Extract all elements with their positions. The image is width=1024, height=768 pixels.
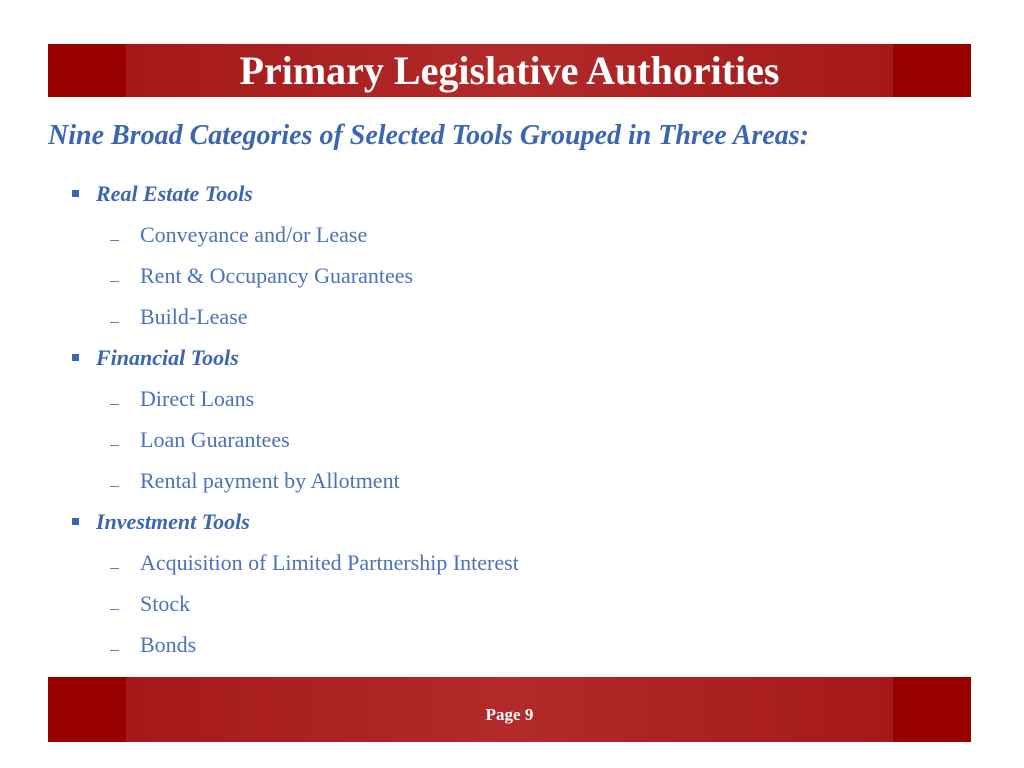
dash-bullet-icon [110,404,119,405]
list-item-label: Bonds [140,632,197,657]
list-item-label: Stock [140,591,191,616]
title-banner [48,44,971,97]
dash-bullet-icon [110,568,119,569]
category-label: Financial Tools [96,345,239,370]
square-bullet-icon [72,354,79,361]
category-label: Real Estate Tools [96,181,253,206]
page-number: Page 9 [485,705,534,724]
footer-banner [48,677,971,742]
dash-bullet-icon [110,609,119,610]
list-item-label: Direct Loans [140,386,255,411]
list-item-label: Loan Guarantees [140,427,290,452]
dash-bullet-icon [110,322,119,323]
list-item-label: Rental payment by Allotment [140,468,400,493]
category-label: Investment Tools [96,509,250,534]
dash-bullet-icon [110,445,119,446]
list-item-label: Acquisition of Limited Partnership Interest [140,550,519,575]
dash-bullet-icon [110,486,119,487]
list-item-label: Build-Lease [140,304,248,329]
dash-bullet-icon [110,240,119,241]
slide-title: Primary Legislative Authorities [239,48,780,93]
slide-subtitle: Nine Broad Categories of Selected Tools Grouped in Three Areas: [48,120,809,151]
square-bullet-icon [72,518,79,525]
square-bullet-icon [72,190,79,197]
list-item-label: Rent & Occupancy Guarantees [140,263,414,288]
dash-bullet-icon [110,281,119,282]
dash-bullet-icon [110,650,119,651]
list-item-label: Conveyance and/or Lease [140,222,368,247]
